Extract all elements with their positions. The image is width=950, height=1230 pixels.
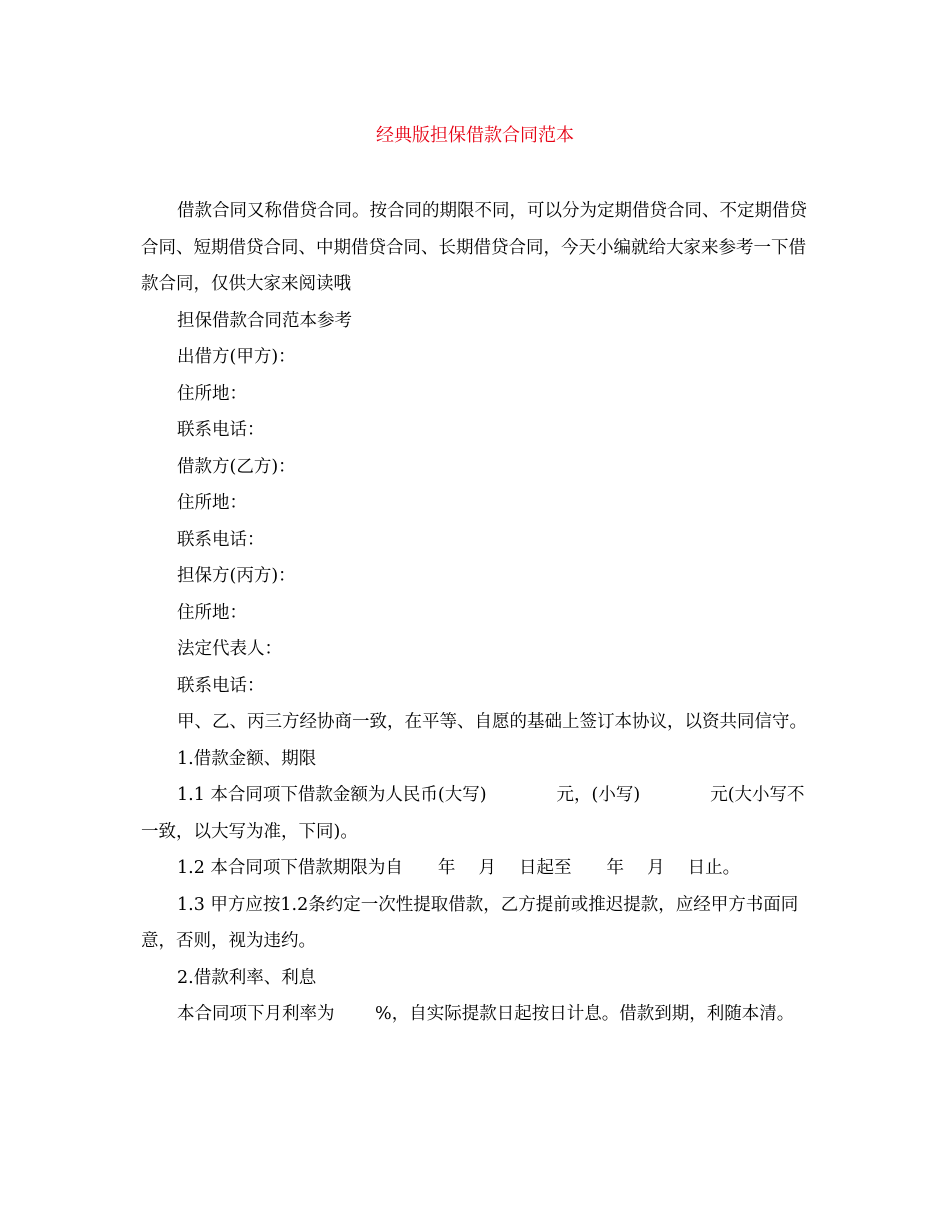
intro-paragraph: 借款合同又称借贷合同。按合同的期限不同，可以分为定期借贷合同、不定期借贷合同、短期借贷合同、中期借贷合同、长期借贷合同，今天小编就给大家来参考一下借款合同，仅供大家来阅读哦 bbox=[141, 201, 807, 294]
party-c-address: 住所地： bbox=[177, 602, 247, 623]
party-a-address: 住所地： bbox=[177, 383, 247, 404]
subtitle-line: 担保借款合同范本参考 bbox=[177, 310, 352, 331]
party-a-phone: 联系电话： bbox=[177, 420, 265, 440]
section-1-title: 1.借款金额、期限 bbox=[177, 748, 317, 769]
clause-1-1: 1.1 本合同项下借款金额为人民币(大写) 元，(小写) 元(大小写不一致，以大写为准，下同)。 bbox=[141, 785, 805, 842]
agreement-paragraph: 甲、乙、丙三方经协商一致，在平等、自愿的基础上签订本协议，以资共同信守。 bbox=[177, 712, 807, 732]
document-title: 经典版担保借款合同范本 bbox=[376, 125, 574, 146]
document-body bbox=[141, 193, 811, 1033]
party-c-representative: 法定代表人： bbox=[177, 639, 282, 659]
clause-2: 本合同项下月利率为 %，自实际提款日起按日计息。借款到期，利随本清。 bbox=[177, 1004, 795, 1024]
clause-1-2: 1.2 本合同项下借款期限为自 年 月 日起至 年 月 日止。 bbox=[177, 858, 741, 878]
party-c-phone: 联系电话： bbox=[177, 675, 265, 696]
party-b-label: 借款方(乙方)： bbox=[177, 456, 296, 477]
party-a-label: 出借方(甲方)： bbox=[177, 347, 296, 367]
party-b-address: 住所地： bbox=[177, 493, 247, 513]
section-2-title: 2.借款利率、利息 bbox=[177, 967, 317, 988]
party-c-label: 担保方(丙方)： bbox=[177, 566, 296, 586]
clause-1-3: 1.3 甲方应按1.2条约定一次性提取借款，乙方提前或推迟提款，应经甲方书面同意，否则，视为违约。 bbox=[141, 894, 799, 951]
party-b-phone: 联系电话： bbox=[177, 529, 265, 550]
